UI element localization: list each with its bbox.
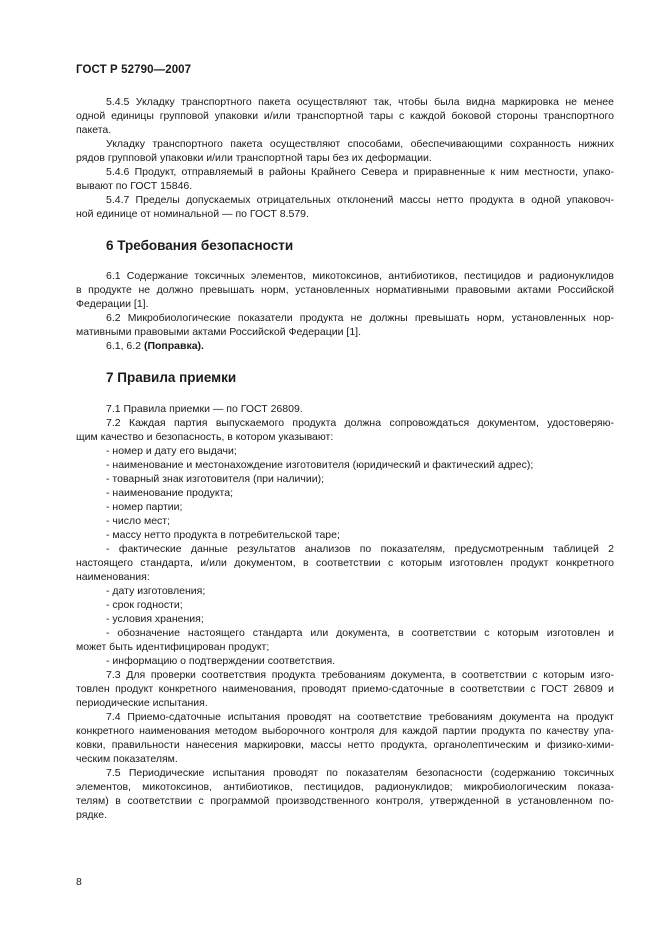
text-line: рядке.: [76, 809, 108, 821]
amendment-note: [76, 339, 614, 353]
list-item: - номер партии;: [106, 501, 183, 513]
page-number: 8: [76, 876, 82, 888]
list-item: - срок годности;: [106, 599, 183, 611]
paragraph-7-5: [76, 766, 614, 822]
text-line: одной единицы групповой упаковки и/или транспортной тары с каждой боковой стороны транспортного: [76, 110, 614, 122]
document-body: [76, 95, 614, 822]
text-line: ной единице от номинальной — по ГОСТ 8.579.: [76, 208, 309, 220]
list-item: - условия хранения;: [106, 613, 204, 625]
list-item-fact-data: [76, 542, 614, 584]
requirements-list: [76, 444, 614, 542]
paragraph-7-4: [76, 710, 614, 766]
text-line: периодические испытания.: [76, 697, 208, 709]
document-header: ГОСТ Р 52790—2007: [76, 64, 192, 76]
list-item: - информацию о подтверждении соответствия.: [106, 655, 336, 667]
text-line: 5.4.5 Укладку транспортного пакета осуществляют так, чтобы была видна маркировка не менее: [106, 96, 614, 108]
list-item: - товарный знак изготовителя (при наличии);: [106, 473, 324, 485]
text-line: 7.3 Для проверки соответствия продукта требованиям документа, в соответствии с которым изго-: [106, 669, 614, 681]
section-heading-7: 7 Правила приемки: [106, 370, 237, 385]
text-line: товлен продукт конкретного наименования, проводят приемо-сдаточные в соответствии с ГОСТ 26809 и: [76, 683, 614, 695]
amendment-prefix: 6.1, 6.2: [106, 340, 144, 352]
list-item: - массу нетто продукта в потребительской таре;: [106, 529, 340, 541]
text-line: 6.2 Микробиологические показатели продукта не должны превышать норм, установленных нор-: [106, 312, 614, 324]
text-line: телям) в соответствии с программой производственного контроля, утвержденной в установленном по-: [76, 795, 614, 807]
text-line: рядов групповой упаковки и/или транспортной тары без их деформации.: [76, 152, 432, 164]
list-item: - наименование и местонахождение изготовителя (юридический и фактический адрес);: [106, 459, 534, 471]
paragraph-6-2: [76, 311, 614, 339]
text-line: Укладку транспортного пакета осуществляют способами, обеспечивающими сохранность нижних: [106, 138, 614, 150]
paragraph-5-4-5-b: [76, 137, 614, 165]
paragraph-5-4-6: [76, 165, 614, 193]
text-line: щим качество и безопасность, в котором указывают:: [76, 431, 334, 443]
text-line: элементов, микотоксинов, антибиотиков, пестицидов, радионуклидов; микробиологическим показа-: [76, 781, 614, 793]
paragraph-7-3: [76, 668, 614, 710]
list-item-designation: [76, 626, 614, 654]
text-line: - фактические данные результатов анализов по показателям, предусмотренным таблицей 2: [106, 543, 614, 555]
amendment-label: (Поправка).: [143, 340, 204, 352]
text-line: ческим показателям.: [76, 753, 178, 765]
paragraph-5-4-5: [76, 95, 614, 137]
text-line: мативными правовыми актами Российской Федерации [1].: [76, 326, 361, 338]
list-item: - номер и дату его выдачи;: [106, 445, 237, 457]
paragraph-7-2: [76, 416, 614, 444]
text-line: наименования:: [76, 571, 150, 583]
text-line: 7.2 Каждая партия выпускаемого продукта должна сопровождаться документом, удостоверяю-: [106, 417, 614, 429]
text-line: пакета.: [76, 124, 112, 136]
text-line: 7.5 Периодические испытания проводят по показателям безопасности (содержанию токсичных: [106, 767, 614, 779]
list-item: - дату изготовления;: [106, 585, 206, 597]
list-item: - число мест;: [106, 515, 171, 527]
paragraph-7-1: 7.1 Правила приемки — по ГОСТ 26809.: [106, 403, 303, 415]
text-line: 7.4 Приемо-сдаточные испытания проводят на соответствие требованиям документа на продукт: [106, 711, 614, 723]
text-line: 6.1 Содержание токсичных элементов, микотоксинов, антибиотиков, пестицидов и радионуклидов: [106, 270, 614, 282]
list-item: - наименование продукта;: [106, 487, 234, 499]
paragraph-6-1: [76, 269, 614, 311]
paragraph-5-4-7: [76, 193, 614, 221]
text-line: 5.4.7 Пределы допускаемых отрицательных отклонений массы нетто продукта в одной упаковоч-: [106, 194, 614, 206]
text-line: - обозначение настоящего стандарта или документа, в соответствии с которым изготовлен и: [106, 627, 614, 639]
text-line: конкретного наименования методом выборочного контроля для каждой партии продукта по качеству упа-: [76, 725, 614, 737]
requirements-list-2: [76, 584, 614, 626]
text-line: в продукте не должно превышать норм, установленных нормативными правовыми актами Российской: [76, 284, 614, 296]
text-line: Федерации [1].: [76, 298, 149, 310]
text-line: ковки, правильности нанесения маркировки, массы нетто продукта, органолептическим и физико-хими-: [76, 739, 614, 751]
text-line: 5.4.6 Продукт, отправляемый в районы Крайнего Севера и приравненные к ним местности, упако-: [106, 166, 614, 178]
text-line: может быть идентифицирован продукт;: [76, 641, 270, 653]
section-heading-6: 6 Требования безопасности: [106, 238, 294, 253]
text-line: настоящего стандарта, и/или документом, в соответствии с которым изготовлен продукт конкретного: [76, 557, 614, 569]
text-line: вывают по ГОСТ 15846.: [76, 180, 193, 192]
